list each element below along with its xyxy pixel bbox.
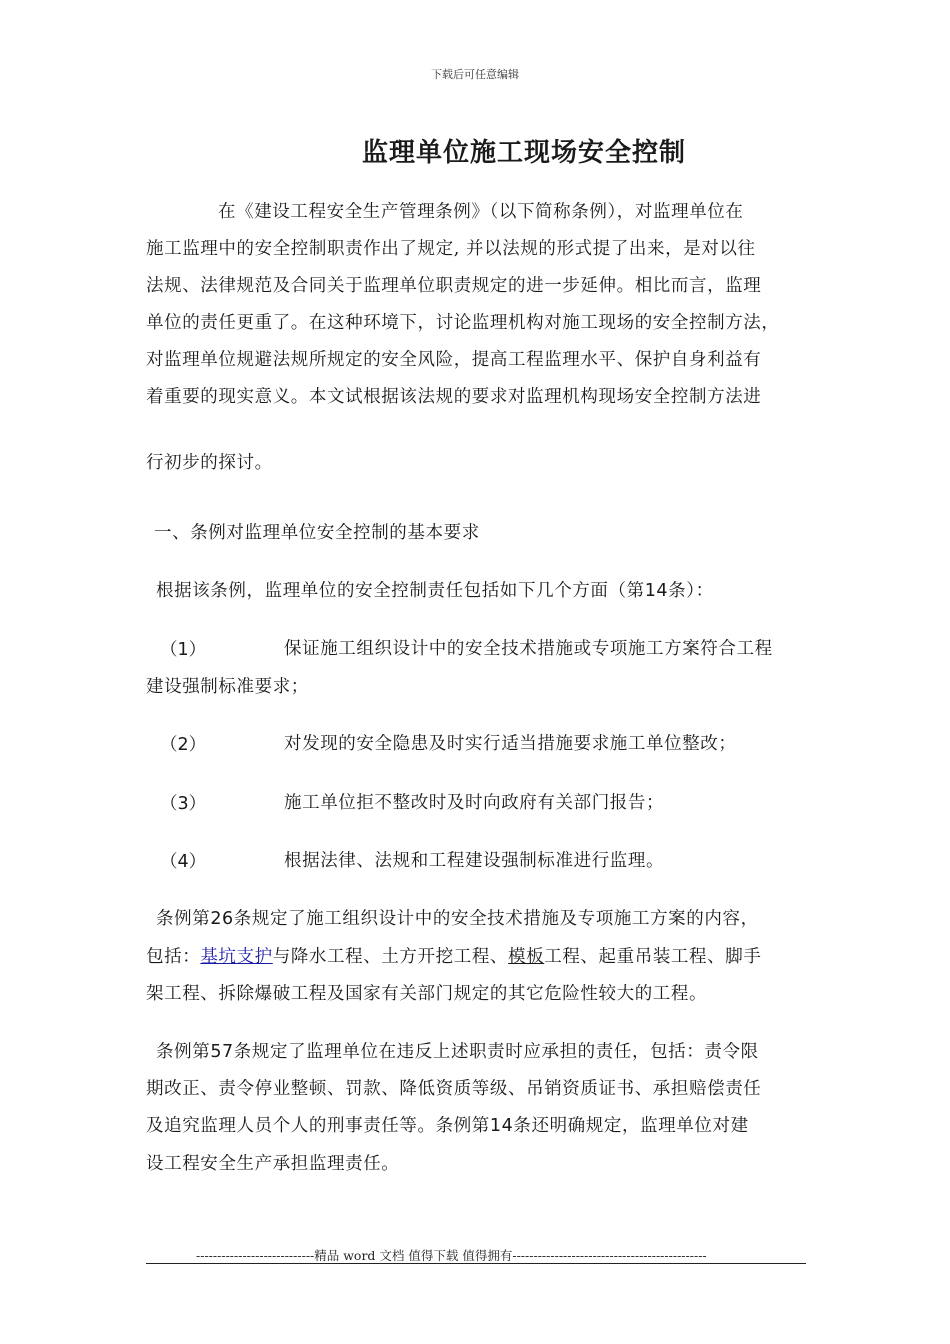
section-lead-post: 条）： <box>668 581 714 601</box>
section-lead-number: 14 <box>644 581 669 601</box>
item-number-1: （1） <box>160 640 207 660</box>
foundation-pit-support-link[interactable]: 基坑支护 <box>200 947 273 967</box>
footer-divider <box>146 1263 806 1264</box>
intro-line-7: 行初步的探讨。 <box>146 453 273 473</box>
para57-pre: 条例第 <box>156 1042 211 1062</box>
intro-line-6: 着重要的现实意义。本文试根据该法规的要求对监理机构现场安全控制方法进 <box>146 387 762 407</box>
para57-post: 条规定了监理单位在违反上述职责时应承担的责任，包括：责令限 <box>233 1042 759 1062</box>
section-heading: 一、条例对监理单位安全控制的基本要求 <box>154 523 480 543</box>
page-header: 下载后可任意编辑 <box>431 68 519 81</box>
section-lead-pre: 根据该条例，监理单位的安全控制责任包括如下几个方面（第 <box>156 581 645 601</box>
para57-line-2: 期改正、责令停业整顿、罚款、降低资质等级、吊销资质证书、承担赔偿责任 <box>146 1079 762 1099</box>
para57-line-1 <box>156 1038 759 1063</box>
para26-l2-post: 工程、起重吊装工程、脚手 <box>544 947 762 967</box>
item-number-3: （3） <box>160 794 207 814</box>
intro-line-1: 在《建设工程安全生产管理条例》（以下简称条例），对监理单位在 <box>218 202 744 222</box>
para57-l3-number: 14 <box>489 1116 514 1136</box>
item-text-2: 对发现的安全隐患及时实行适当措施要求施工单位整改； <box>284 734 737 754</box>
para26-pre: 条例第 <box>156 909 211 929</box>
section-lead <box>156 577 714 602</box>
para57-l3-pre: 及追究监理人员个人的刑事责任等。条例第 <box>146 1116 490 1136</box>
item-text-3: 施工单位拒不整改时及时向政府有关部门报告； <box>284 793 665 813</box>
para26-line-1 <box>156 905 759 930</box>
page-footer: ----------------------------精品 word 文档 值得下载 值得拥有---------------------------------------------- <box>196 1248 707 1263</box>
para26-number: 26 <box>210 909 234 929</box>
item-number-2: （2） <box>160 735 207 755</box>
para57-line-3 <box>146 1112 749 1137</box>
para57-line-4: 设工程安全生产承担监理责任。 <box>146 1154 400 1174</box>
para57-number: 57 <box>210 1042 234 1062</box>
formwork-link[interactable]: 模板 <box>508 947 545 967</box>
intro-line-3: 法规、法律规范及合同关于监理单位职责规定的进一步延伸。相比而言，监理 <box>146 276 762 296</box>
para26-line-2 <box>146 943 761 968</box>
intro-line-2: 施工监理中的安全控制职责作出了规定, 并以法规的形式提了出来，是对以往 <box>146 239 756 259</box>
para26-l2-pre: 包括： <box>146 947 201 967</box>
item-text-4: 根据法律、法规和工程建设强制标准进行监理。 <box>284 851 665 871</box>
item-number-4: （4） <box>160 852 207 872</box>
para26-line-3: 架工程、拆除爆破工程及国家有关部门规定的其它危险性较大的工程。 <box>146 984 708 1004</box>
item-text-1: 保证施工组织设计中的安全技术措施或专项施工方案符合工程 <box>284 639 773 659</box>
intro-line-4: 单位的责任更重了。在这种环境下，讨论监理机构对施工现场的安全控制方法， <box>146 313 780 333</box>
para57-l3-post: 条还明确规定，监理单位对建 <box>513 1116 749 1136</box>
para26-post: 条规定了施工组织设计中的安全技术措施及专项施工方案的内容， <box>233 909 759 929</box>
para26-l2-mid: 与降水工程、土方开挖工程、 <box>272 947 509 967</box>
item-text-1-cont: 建设强制标准要求； <box>146 677 309 697</box>
document-title: 监理单位施工现场安全控制 <box>362 138 687 168</box>
intro-line-5: 对监理单位规避法规所规定的安全风险，提高工程监理水平、保护自身利益有 <box>146 350 762 370</box>
